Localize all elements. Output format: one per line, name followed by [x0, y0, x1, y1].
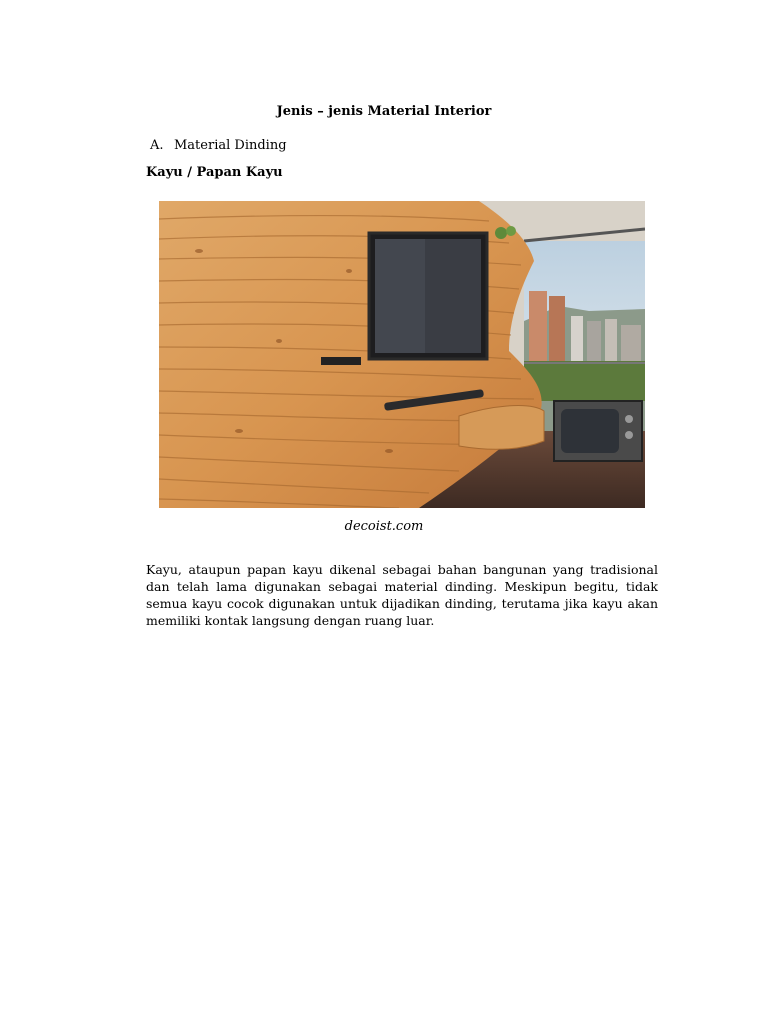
body-paragraph: Kayu, ataupun papan kayu dikenal sebagai bahan bangunan yang tradisional dan telah lama digunakan sebagai material dinding. Meskipun begitu, tidak semua kayu cocok digunakan untuk dijadikan dinding, terutama jika kayu akan memiliki kontak langsung dengan ruang luar.: [146, 562, 658, 628]
list-marker: A.: [150, 138, 164, 153]
document-title: Jenis – jenis Material Interior: [276, 104, 492, 119]
section-subheading: Kayu / Papan Kayu: [146, 165, 283, 180]
image-caption: decoist.com: [344, 519, 424, 534]
wooden-wall-photo: [159, 201, 645, 508]
list-item-material-dinding: [150, 138, 287, 153]
list-item-label: Material Dinding: [174, 138, 287, 153]
